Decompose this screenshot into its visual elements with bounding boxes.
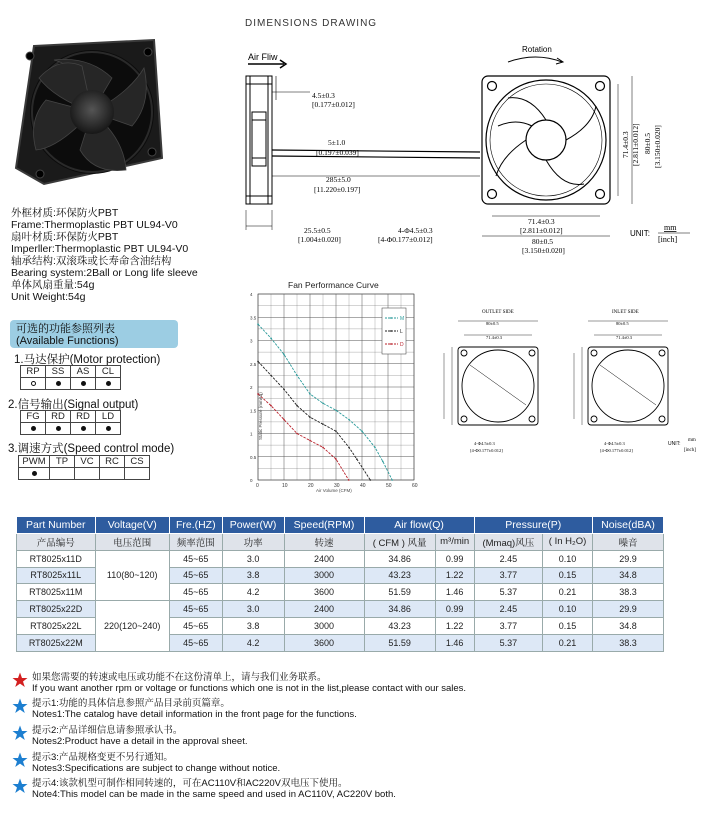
data-point — [283, 389, 285, 391]
cell: 45~65 — [169, 584, 222, 601]
signal-output-table — [20, 410, 121, 435]
x-tick-label: 40 — [360, 483, 366, 489]
blue-star-icon — [12, 698, 28, 714]
data-point — [391, 479, 393, 481]
standard-dot-icon — [56, 426, 61, 431]
cell: 0.99 — [435, 550, 474, 567]
data-point — [348, 479, 350, 481]
dim-text: [2.811±0.012] — [631, 123, 640, 166]
dim-text: 4-Φ4.5±0.3 — [474, 441, 495, 446]
series-line-D — [258, 394, 349, 480]
y-tick-label: 0 — [250, 478, 253, 483]
cell: 0.15 — [543, 617, 593, 634]
data-point — [382, 461, 384, 463]
dim-text: 80±0.5 — [486, 321, 499, 326]
sub-header: 转速 — [284, 534, 364, 551]
data-point — [283, 354, 285, 356]
x-tick-label: 60 — [412, 483, 418, 489]
unit-label: UNIT: — [668, 441, 681, 447]
cell: RT8025x11D — [17, 550, 96, 567]
blue-star-icon — [12, 752, 28, 768]
cell: 0.10 — [543, 550, 593, 567]
dim-text: [4-Φ0.177±0.012] — [600, 448, 633, 453]
unit-label: UNIT: — [630, 229, 650, 238]
cell: 0.99 — [435, 601, 474, 618]
cell: 3600 — [284, 584, 364, 601]
functions-title-cn: 可选的功能参照列表 — [16, 323, 115, 335]
data-point — [296, 375, 298, 377]
dim-text: 25.5±0.5 — [304, 226, 331, 235]
sub-header: 频率范围 — [169, 534, 222, 551]
note-text-en: Note4:This model can be made in the same speed and used in AC110V, AC220V both. — [32, 789, 396, 800]
cell: 1.22 — [435, 617, 474, 634]
dim-text: 80±0.5 — [643, 133, 652, 154]
cell: 51.59 — [364, 634, 435, 651]
data-point — [296, 433, 298, 435]
cell: 2400 — [284, 550, 364, 567]
legend-label: D — [400, 342, 404, 348]
page-title: DIMENSIONS DRAWING — [245, 18, 378, 29]
dim-text: [0.177±0.012] — [312, 100, 355, 109]
data-point — [257, 323, 259, 325]
unit-inch: [inch] — [684, 448, 696, 453]
legend-label: M — [400, 316, 405, 322]
data-point — [309, 416, 311, 418]
sub-header: 电压范围 — [95, 534, 169, 551]
y-tick-label: 2.5 — [250, 361, 257, 367]
cell: 2.45 — [474, 550, 542, 567]
spec-line: 扇叶材质:环保防火PBT — [11, 231, 119, 243]
cell-voltage: 110(80~120) — [95, 550, 169, 600]
dim-text: 4.5±0.3 — [312, 91, 335, 100]
dim-text: [0.197±0.039] — [316, 148, 359, 157]
spec-line: Frame:Thermoplastic PBT UL94-V0 — [11, 219, 178, 231]
data-point — [257, 361, 259, 363]
note-1 — [12, 698, 612, 722]
data-point — [335, 430, 337, 432]
outlet-inlet-views — [430, 305, 715, 455]
cell: RT8025x11M — [17, 584, 96, 601]
standard-dot-icon — [106, 381, 111, 386]
cell: 3.77 — [474, 617, 542, 634]
rotation-label: Rotation — [522, 45, 552, 54]
data-point — [322, 423, 324, 425]
cell: 3.8 — [222, 567, 284, 584]
y-tick-label: 1 — [250, 431, 253, 437]
func-col: RD — [71, 411, 96, 423]
available-circle-icon — [31, 381, 36, 386]
cell: 34.8 — [592, 567, 663, 584]
cell: 4.2 — [222, 584, 284, 601]
cell: 1.46 — [435, 584, 474, 601]
cell: 3600 — [284, 634, 364, 651]
cell: 34.8 — [592, 617, 663, 634]
x-tick-label: 50 — [386, 483, 392, 489]
sub-header: 功率 — [222, 534, 284, 551]
motor-protection-table — [20, 365, 121, 390]
cell: 1.46 — [435, 634, 474, 651]
blue-star-icon — [12, 778, 28, 794]
func-col: SS — [46, 366, 71, 378]
cell: 0.15 — [543, 567, 593, 584]
sub-header: 产品编号 — [17, 534, 96, 551]
func-col: TP — [50, 456, 75, 468]
cell: 2400 — [284, 601, 364, 618]
cell: 45~65 — [169, 601, 222, 618]
dim-text: 4-Φ4.5±0.3 — [398, 226, 433, 235]
note-text-cn: 提示3:产品规格变更不另行通知。 — [32, 752, 173, 763]
sub-header: m³/min — [435, 534, 474, 551]
cell: 0.10 — [543, 601, 593, 618]
legend-marker — [390, 330, 392, 332]
performance-chart — [248, 280, 420, 495]
note-contact — [12, 672, 612, 696]
func-col: RD — [46, 411, 71, 423]
note-text-cn: 提示4:该款机型可制作相同转速的，可在AC110V和AC220V双电压下使用。 — [32, 778, 348, 789]
motor-protection-label: 1.马达保护(Motor protection) — [14, 354, 161, 366]
y-tick-label: 3 — [250, 338, 253, 344]
cell: 34.86 — [364, 601, 435, 618]
legend-label: L — [400, 329, 403, 335]
dim-text: [1.004±0.020] — [298, 235, 341, 244]
y-tick-label: 4 — [250, 292, 253, 297]
cell: 4.2 — [222, 634, 284, 651]
cell: 43.23 — [364, 617, 435, 634]
x-tick-label: 0 — [256, 483, 259, 489]
cell: 0.21 — [543, 584, 593, 601]
cell: 5.37 — [474, 634, 542, 651]
x-tick-label: 30 — [334, 483, 340, 489]
note-text-en: Notes3:Specifications are subject to change without notice. — [32, 763, 281, 774]
func-col: FG — [21, 411, 46, 423]
dim-text: [4-Φ0.177±0.012] — [470, 448, 503, 453]
table-row — [17, 601, 664, 618]
dim-text: 80±0.5 — [616, 321, 629, 326]
note-text-cn: 如果您需要的转速或电压或功能不在这份清单上，请与我们业务联系。 — [32, 672, 327, 683]
func-col: AS — [71, 366, 96, 378]
cell: 1.22 — [435, 567, 474, 584]
col-noise: Noise(dBA) — [592, 517, 663, 534]
dim-text: [2.811±0.012] — [520, 226, 563, 235]
cell: RT8025x22D — [17, 601, 96, 618]
col-power: Power(W) — [222, 517, 284, 534]
cell: 3.0 — [222, 550, 284, 567]
chart-xlabel: Air Volume (CFM) — [316, 488, 352, 493]
cell: 34.86 — [364, 550, 435, 567]
chart-title: Fan Performance Curve — [288, 280, 379, 290]
standard-dot-icon — [31, 426, 36, 431]
signal-output-label: 2.信号输出(Signal output) — [8, 399, 139, 411]
cell: RT8025x22M — [17, 634, 96, 651]
functions-title-en: (Available Functions) — [16, 335, 119, 347]
dim-text: 5±1.0 — [328, 138, 346, 147]
unit-inch: [inch] — [658, 235, 678, 244]
col-part-number: Part Number — [17, 517, 96, 534]
outlet-label: OUTLET SIDE — [482, 310, 514, 315]
legend-marker — [390, 343, 392, 345]
data-point — [270, 405, 272, 407]
spec-line: 外框材质:环保防火PBT — [11, 207, 119, 219]
data-point — [270, 337, 272, 339]
inlet-label: INLET SIDE — [612, 310, 639, 315]
spec-line: Unit Weight:54g — [11, 291, 86, 303]
data-point — [348, 419, 350, 421]
dim-text: 71.4±0.3 — [528, 217, 555, 226]
dimensions-drawing — [240, 40, 720, 260]
speed-control-label: 3.调速方式(Speed control mode) — [8, 443, 175, 455]
note-4 — [12, 778, 612, 802]
cell: 2.45 — [474, 601, 542, 618]
standard-dot-icon — [56, 381, 61, 386]
spec-line: Bearing system:2Ball or Long life sleeve — [11, 267, 198, 279]
func-col: CL — [96, 366, 121, 378]
air-flow-label: Air Fliw — [248, 52, 278, 62]
sub-header: ( In H₂O) — [543, 534, 593, 551]
y-tick-label: 1.5 — [250, 408, 257, 414]
cell-voltage: 220(120~240) — [95, 601, 169, 651]
note-3 — [12, 752, 612, 776]
material-specs — [11, 207, 198, 303]
func-col: RP — [21, 366, 46, 378]
data-point — [348, 447, 350, 449]
cell: 29.9 — [592, 550, 663, 567]
blue-star-icon — [12, 725, 28, 741]
table-row — [17, 550, 664, 567]
cell: 45~65 — [169, 550, 222, 567]
legend-marker — [390, 317, 392, 319]
y-tick-label: 3.5 — [250, 315, 257, 321]
standard-dot-icon — [81, 381, 86, 386]
data-point — [309, 440, 311, 442]
cell: 38.3 — [592, 634, 663, 651]
cell: 29.9 — [592, 601, 663, 618]
cell: RT8025x22L — [17, 617, 96, 634]
data-point — [283, 419, 285, 421]
standard-dot-icon — [32, 471, 37, 476]
col-pressure: Pressure(P) — [474, 517, 592, 534]
data-point — [370, 479, 372, 481]
col-voltage: Voltage(V) — [95, 517, 169, 534]
cell: 45~65 — [169, 567, 222, 584]
data-point — [296, 405, 298, 407]
note-text-cn: 提示1:功能的具体信息参照产品目录前页篇章。 — [32, 698, 230, 709]
dim-text: 80±0.5 — [532, 237, 553, 246]
col-airflow: Air flow(Q) — [364, 517, 474, 534]
func-col: PWM — [19, 456, 50, 468]
data-point — [322, 447, 324, 449]
spec-line: Imperller:Thermoplastic PBT UL94-V0 — [11, 243, 189, 255]
x-tick-label: 10 — [282, 483, 288, 489]
col-frequency: Fre.(HZ) — [169, 517, 222, 534]
standard-dot-icon — [106, 426, 111, 431]
dim-text: 71.4±0.3 — [616, 335, 632, 340]
dim-text: 4-Φ4.5±0.3 — [604, 441, 625, 446]
standard-dot-icon — [81, 426, 86, 431]
spec-table — [16, 516, 664, 652]
sub-header: 噪音 — [592, 534, 663, 551]
data-point — [361, 430, 363, 432]
dim-text: [11.220±0.197] — [314, 185, 361, 194]
chart-legend — [382, 308, 406, 354]
data-point — [374, 447, 376, 449]
data-point — [335, 409, 337, 411]
dim-text: 285±5.0 — [326, 175, 351, 184]
data-point — [322, 402, 324, 404]
red-star-icon — [12, 672, 28, 688]
cell: 5.37 — [474, 584, 542, 601]
y-tick-label: 2 — [250, 385, 253, 390]
data-point — [356, 458, 358, 460]
spec-line: 单体风扇重量:54g — [11, 279, 95, 291]
data-point — [335, 458, 337, 460]
note-text-en: If you want another rpm or voltage or functions which one is not in the list,please contact with our sales. — [32, 683, 467, 694]
series-line-L — [258, 361, 370, 480]
unit-mm: mm — [664, 223, 677, 232]
speed-control-table — [18, 455, 150, 480]
data-point — [270, 375, 272, 377]
functions-header — [10, 320, 178, 348]
cell: 0.21 — [543, 634, 593, 651]
note-text-en: Notes2:Product have a detail in the approval sheet. — [32, 736, 248, 747]
cell: 3.0 — [222, 601, 284, 618]
note-text-cn: 提示2:产品详细信息请参照承认书。 — [32, 725, 183, 736]
unit-mm: mm — [688, 438, 696, 443]
func-col: RC — [100, 456, 125, 468]
chart-ylabel: Static Pressure (mmAq) — [258, 392, 263, 440]
dim-text: [4-Φ0.177±0.012] — [378, 235, 433, 244]
spec-line: 轴承结构:双滚珠或长寿命含油结构 — [11, 255, 172, 267]
cell: 45~65 — [169, 634, 222, 651]
dim-text: 71.4±0.3 — [621, 131, 630, 158]
func-col: VC — [75, 456, 100, 468]
dim-text: [3.150±0.020] — [522, 246, 565, 255]
note-text-en: Notes1:The catalog have detail information in the front page for the functions. — [32, 709, 357, 720]
sub-header: ( CFM ) 风量 — [364, 534, 435, 551]
func-col: LD — [96, 411, 121, 423]
cell: 43.23 — [364, 567, 435, 584]
func-col: CS — [125, 456, 150, 468]
cell: 3.8 — [222, 617, 284, 634]
cell: 38.3 — [592, 584, 663, 601]
cell: 3.77 — [474, 567, 542, 584]
y-tick-label: 0.5 — [250, 454, 257, 460]
x-tick-label: 20 — [308, 483, 314, 489]
cell: 45~65 — [169, 617, 222, 634]
cell: 51.59 — [364, 584, 435, 601]
data-point — [309, 393, 311, 395]
dim-text: 71.4±0.3 — [486, 335, 502, 340]
dim-text: [3.150±0.020] — [653, 125, 662, 168]
cell: 3000 — [284, 617, 364, 634]
note-2 — [12, 725, 612, 749]
cell: RT8025x11L — [17, 567, 96, 584]
col-speed: Speed(RPM) — [284, 517, 364, 534]
fan-product-photo — [14, 38, 164, 188]
cell: 3000 — [284, 567, 364, 584]
sub-header: (Mmaq)风压 — [474, 534, 542, 551]
